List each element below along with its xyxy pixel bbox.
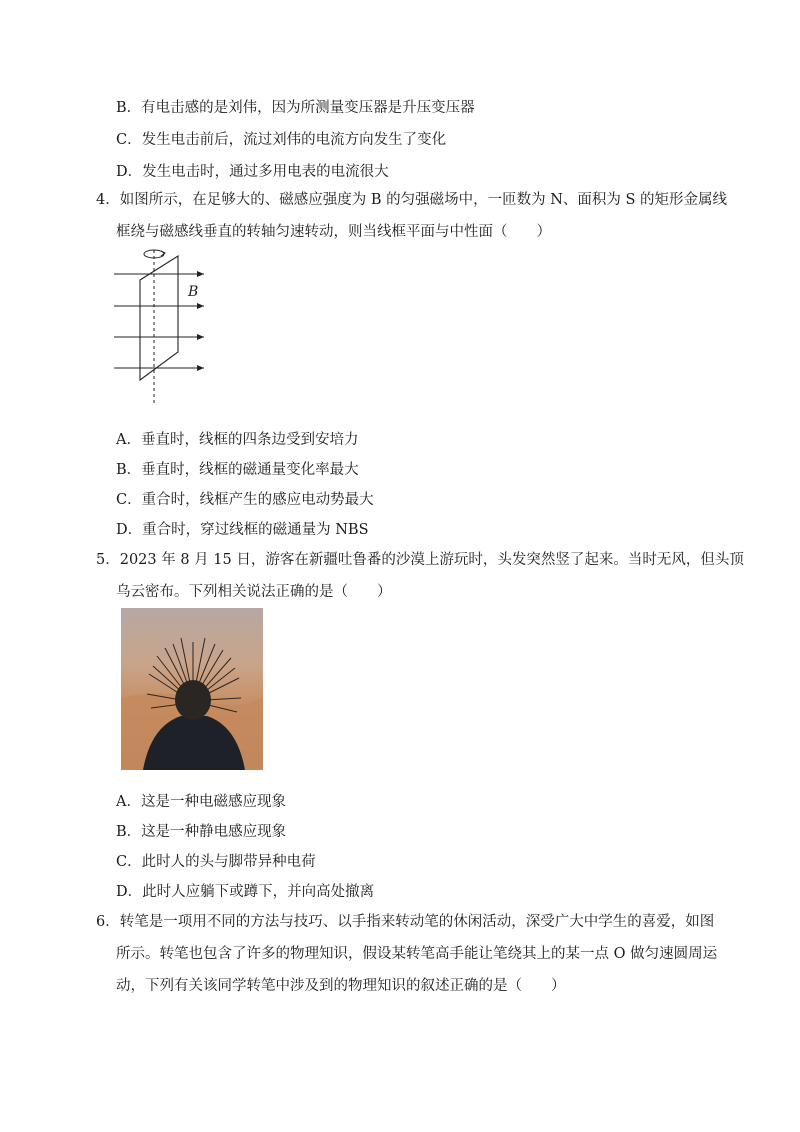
question-6-text: 6．转笔是一项用不同的方法与技巧、以手指来转动笔的休闲活动，深受广大中学生的喜爱，如图	[96, 914, 715, 930]
question-4-text-cont: 框绕与磁感线垂直的转轴匀速转动，则当线框平面与中性面（ ）	[116, 224, 551, 240]
field-label-b: B	[188, 284, 199, 300]
option-b: B．有电击感的是刘伟，因为所测量变压器是升压变压器	[116, 100, 475, 116]
question-6-text-cont: 所示。转笔也包含了许多的物理知识，假设某转笔高手能让笔绕其上的某一点 O 做匀速圆周运	[116, 946, 718, 962]
q5-option-b: B．这是一种静电感应现象	[116, 824, 287, 840]
q4-option-b: B．垂直时，线框的磁通量变化率最大	[116, 462, 359, 478]
option-d: D．发生电击时，通过多用电表的电流很大	[116, 164, 389, 180]
question-5-text-cont: 乌云密布。下列相关说法正确的是（ ）	[116, 584, 392, 600]
q4-option-a: A．垂直时，线框的四条边受到安培力	[116, 432, 359, 448]
coil-frame	[140, 256, 178, 380]
hair-standing-photo	[121, 608, 263, 770]
q5-option-a: A．这是一种电磁感应现象	[116, 794, 286, 810]
q4-option-c: C．重合时，线框产生的感应电动势最大	[116, 492, 374, 508]
question-4-text: 4．如图所示，在足够大的、磁感应强度为 B 的匀强磁场中，一匝数为 N、面积为 S 的矩形金属线	[96, 192, 728, 208]
question-5-text: 5．2023 年 8 月 15 日，游客在新疆吐鲁番的沙漠上游玩时，头发突然竖了起来。当时无风，但头顶	[96, 552, 744, 568]
option-c: C．发生电击前后，流过刘伟的电流方向发生了变化	[116, 132, 447, 148]
question-6-text-cont2: 动，下列有关该同学转笔中涉及到的物理知识的叙述正确的是（ ）	[116, 978, 566, 994]
q5-option-c: C．此时人的头与脚带异种电荷	[116, 854, 316, 870]
q4-option-d: D．重合时，穿过线框的磁通量为 NBS	[116, 522, 369, 538]
magnetic-field-figure	[108, 244, 218, 408]
q5-option-d: D．此时人应躺下或蹲下，并向高处撤离	[116, 884, 375, 900]
